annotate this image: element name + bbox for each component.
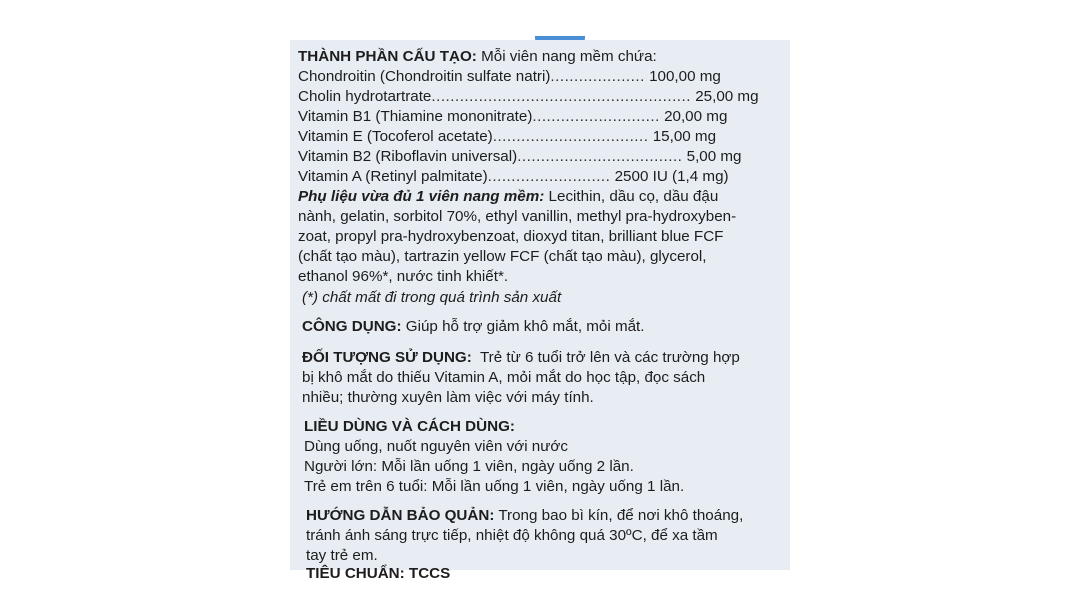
composition-intro: Mỗi viên nang mềm chứa:: [481, 48, 657, 65]
uses-heading: CÔNG DỤNG:: [302, 318, 402, 335]
ingredient-amount: 15,00 mg: [652, 128, 717, 145]
dosage-line: Người lớn: Mỗi lần uống 1 viên, ngày uống 2 lần.: [304, 458, 634, 475]
excipients-label: Phụ liệu vừa đủ 1 viên nang mềm:: [298, 188, 545, 205]
excipients-text: Lecithin, dầu cọ, dầu đậu: [548, 188, 719, 205]
cut-off-area: [290, 560, 790, 582]
ingredient-name: Chondroitin (Chondroitin sulfate natri): [298, 68, 551, 85]
excipients-line: nành, gelatin, sorbitol 70%, ethyl vanillin, methyl pra-hydroxyben-: [298, 208, 737, 225]
ingredient-amount: 100,00 mg: [649, 68, 721, 85]
excipients-line: ethanol 96%*, nước tinh khiết*.: [298, 268, 509, 285]
ingredient-row: Vitamin A (Retinyl palmitate).......................... 2500 IU (1,4 mg): [298, 168, 729, 185]
composition-heading-line: [298, 48, 657, 65]
ingredient-name: Vitamin B1 (Thiamine mononitrate): [298, 108, 533, 125]
ingredient-row: Vitamin E (Tocoferol acetate)................................. 15,00 mg: [298, 128, 717, 145]
storage-text: Trong bao bì kín, để nơi khô thoáng,: [498, 507, 744, 524]
ingredient-name: Vitamin B2 (Riboflavin universal): [298, 148, 518, 165]
excipients-line: (chất tạo màu), tartrazin yellow FCF (chất tạo màu), glycerol,: [298, 248, 707, 265]
excipients-line: zoat, propyl pra-hydroxybenzoat, dioxyd titan, brilliant blue FCF: [298, 228, 724, 245]
dosage-heading: LIỀU DÙNG VÀ CÁCH DÙNG:: [304, 418, 515, 435]
dosage-line: Dùng uống, nuốt nguyên viên với nước: [304, 438, 568, 455]
uses-text: Giúp hỗ trợ giảm khô mắt, mỏi mắt.: [405, 318, 645, 335]
storage-line: [306, 507, 743, 524]
dosage-line: Trẻ em trên 6 tuổi: Mỗi lần uống 1 viên, ngày uống 1 lần.: [304, 478, 685, 495]
target-line: nhiều; thường xuyên làm việc với máy tính.: [302, 389, 594, 406]
storage-line: tay trẻ em.: [306, 547, 378, 564]
ingredient-row: Chondroitin (Chondroitin sulfate natri).................... 100,00 mg: [298, 68, 721, 85]
ingredient-amount: 5,00 mg: [686, 148, 742, 165]
ingredient-name: Cholin hydrotartrate: [298, 88, 432, 105]
target-heading: ĐỐI TƯỢNG SỬ DỤNG:: [302, 349, 472, 366]
storage-heading: HƯỚNG DẪN BẢO QUẢN:: [306, 507, 495, 524]
ingredient-name: Vitamin A (Retinyl palmitate): [298, 168, 488, 185]
ingredient-amount: 2500 IU (1,4 mg): [614, 168, 729, 185]
ingredient-name: Vitamin E (Tocoferol acetate): [298, 128, 493, 145]
footnote: (*) chất mất đi trong quá trình sản xuất: [302, 289, 562, 306]
uses-line: [302, 318, 645, 335]
composition-heading: THÀNH PHẦN CẤU TẠO:: [298, 48, 477, 65]
ingredient-amount: 20,00 mg: [664, 108, 728, 125]
ingredient-amount: 25,00 mg: [695, 88, 759, 105]
target-text: Trẻ từ 6 tuổi trở lên và các trường hợp: [479, 349, 740, 366]
standard-heading-cut: TIÊU CHUẨN: TCCS: [306, 565, 451, 582]
ingredient-row: Vitamin B1 (Thiamine mononitrate)........................... 20,00 mg: [298, 108, 728, 125]
ingredient-row: Cholin hydrotartrate....................................................... 25,00 mg: [298, 88, 759, 105]
target-line: bị khô mắt do thiếu Vitamin A, mỏi mắt do học tập, đọc sách: [302, 369, 706, 386]
ingredient-row: Vitamin B2 (Riboflavin universal)................................... 5,00 mg: [298, 148, 742, 165]
target-line: [302, 349, 740, 366]
label-panel: [290, 40, 790, 582]
storage-line: tránh ánh sáng trực tiếp, nhiệt độ không quá 30ºC, để xa tầm: [306, 527, 718, 544]
excipients-line: [298, 188, 718, 205]
